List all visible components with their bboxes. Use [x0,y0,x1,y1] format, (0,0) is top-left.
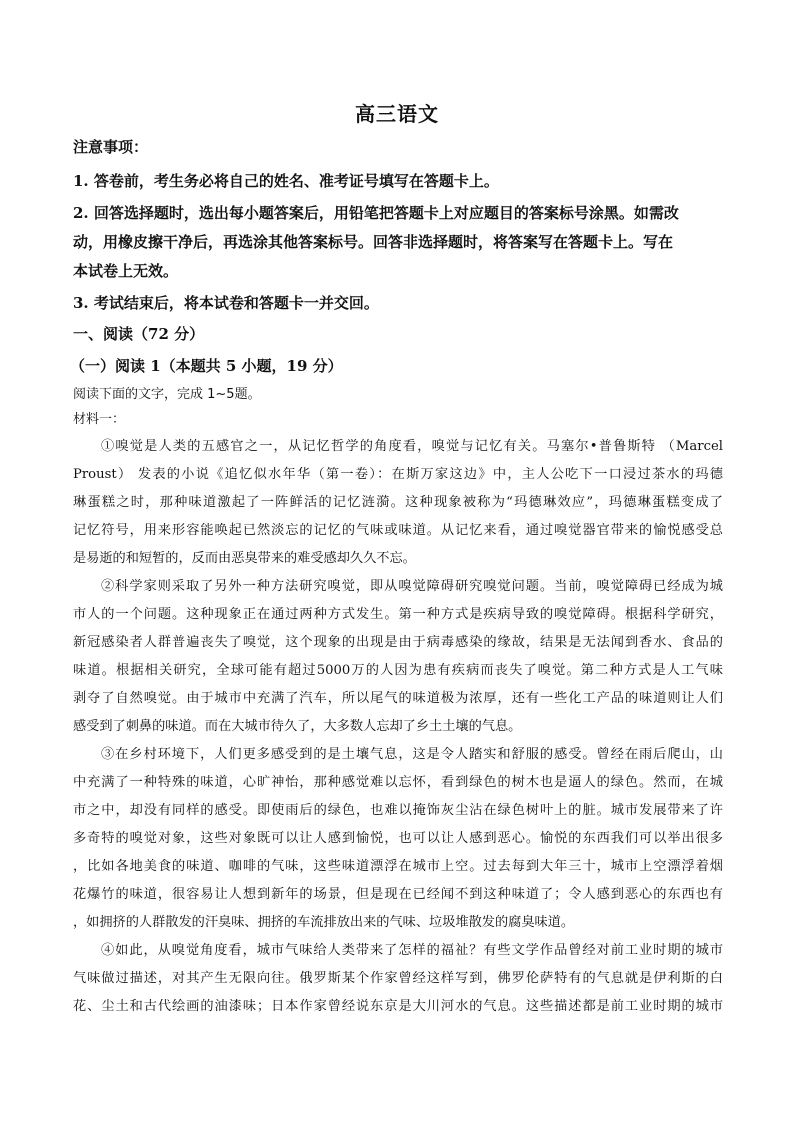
passage-line: 新冠感染者人群普遍丧失了嗅觉，这个现象的出现是由于病毒感染的缘故，结果是无法闻到香水、食品的 [73,635,723,650]
passage-line: 记忆符号，用来形容能唤起已然淡忘的记忆的气味或味道。从记忆来看，通过嗅觉器官带来的愉悦感受总 [73,523,723,538]
passage-line: 花爆竹的味道，很容易让人想到新年的场景，但是现在已经闻不到这种味道了；令人感到恶心的东西也有 [73,887,723,902]
material-label: 材料一： [73,412,126,427]
reading-instruction: 阅读下面的文字，完成 1~5题。 [73,387,261,402]
passage-line: 是易逝的和短暂的，反而由恶臭带来的难受感却久久不忘。 [73,551,416,566]
notice-heading: 注意事项： [73,138,149,156]
passage-line: 剥夺了自然嗅觉。由于城市中充满了汽车，所以尾气的味道极为浓厚，还有一些化工产品的味道则让人们 [73,691,723,706]
passage-line: Proust） 发表的小说《追忆似水年华（第一卷）：在斯万家这边》中，主人公吃下一口浸过茶水的玛德 [73,467,723,482]
notice-item-2-line-1: 2. 回答选择题时，选出每小题答案后，用铅笔把答题卡上对应题目的答案标号涂黑。如需改 [73,204,679,222]
passage-line: 感受到了刺鼻的味道。而在大城市待久了，大多数人忘却了乡土土壤的气息。 [73,719,522,734]
passage-line: 多奇特的嗅觉对象，这些对象既可以让人感到愉悦，也可以让人感到恶心。愉悦的东西我们可以举出很多 [73,831,723,846]
passage-line: 市之中，却没有同样的感受。即使雨后的绿色，也难以掩饰灰尘沾在绿色树叶上的脏。城市发展带来了许 [73,803,723,818]
notice-item-1: 1. 答卷前，考生务必将自己的姓名、准考证号填写在答题卡上。 [73,172,499,190]
passage-line: 市人的一个问题。这种现象正在通过两种方式发生。第一种方式是疾病导致的嗅觉障碍。根据科学研究， [73,607,723,622]
passage-line: 琳蛋糕之时，那种味道激起了一阵鲜活的记忆涟漪。这种现象被称为“玛德琳效应”，玛德琳蛋糕变成了 [73,495,723,510]
subsection-heading: （一）阅读 1（本题共 5 小题，19 分） [70,357,343,375]
passage-line: ②科学家则采取了另外一种方法研究嗅觉，即从嗅觉障碍研究嗅觉问题。当前，嗅觉障碍已经成为城 [101,579,723,594]
passage-line: ③在乡村环境下，人们更多感受到的是土壤气息，这是令人踏实和舒服的感受。曾经在雨后爬山，山 [101,747,723,762]
notice-item-2-line-3: 本试卷上无效。 [73,262,179,280]
notice-item-3: 3. 考试结束后，将本试卷和答题卡一并交回。 [73,294,379,312]
notice-item-2-line-2: 动，用橡皮擦干净后，再选涂其他答案标号。回答非选择题时，将答案写在答题卡上。写在 [73,233,674,251]
passage-line: 花、尘土和古代绘画的油漆味；日本作家曾经说东京是大川河水的气息。这些描述都是前工业时期的城市 [73,999,723,1014]
passage-line: 气味做过描述，对其产生无限向往。俄罗斯某个作家曾经这样写到，佛罗伦萨特有的气息就是伊利斯的白 [73,971,723,986]
passage-line: 味道。根据相关研究，全球可能有超过5000万的人因为患有疾病而丧失了嗅觉。第二种方式是人工气味 [73,663,723,678]
passage-line: ①嗅觉是人类的五感官之一，从记忆哲学的角度看，嗅觉与记忆有关。马塞尔•普鲁斯特 （Marcel [101,439,723,454]
passage-line: ，比如各地美食的味道、咖啡的气味，这些味道漂浮在城市上空。过去每到大年三十，城市上空漂浮着烟 [73,859,723,874]
section-heading: 一、阅读（72 分） [73,325,205,343]
passage-line: 中充满了一种特殊的味道，心旷神怡，那种感觉难以忘怀，看到绿色的树木也是逼人的绿色。然而，在城 [73,775,723,790]
passage-line: ，如拥挤的人群散发的汗臭味、拥挤的车流排放出来的气味、垃圾堆散发的腐臭味道。 [73,915,575,930]
page-title: 高三语文 [355,102,439,126]
passage-line: ④如此，从嗅觉角度看，城市气味给人类带来了怎样的福祉？有些文学作品曾经对前工业时期的城市 [101,943,723,958]
